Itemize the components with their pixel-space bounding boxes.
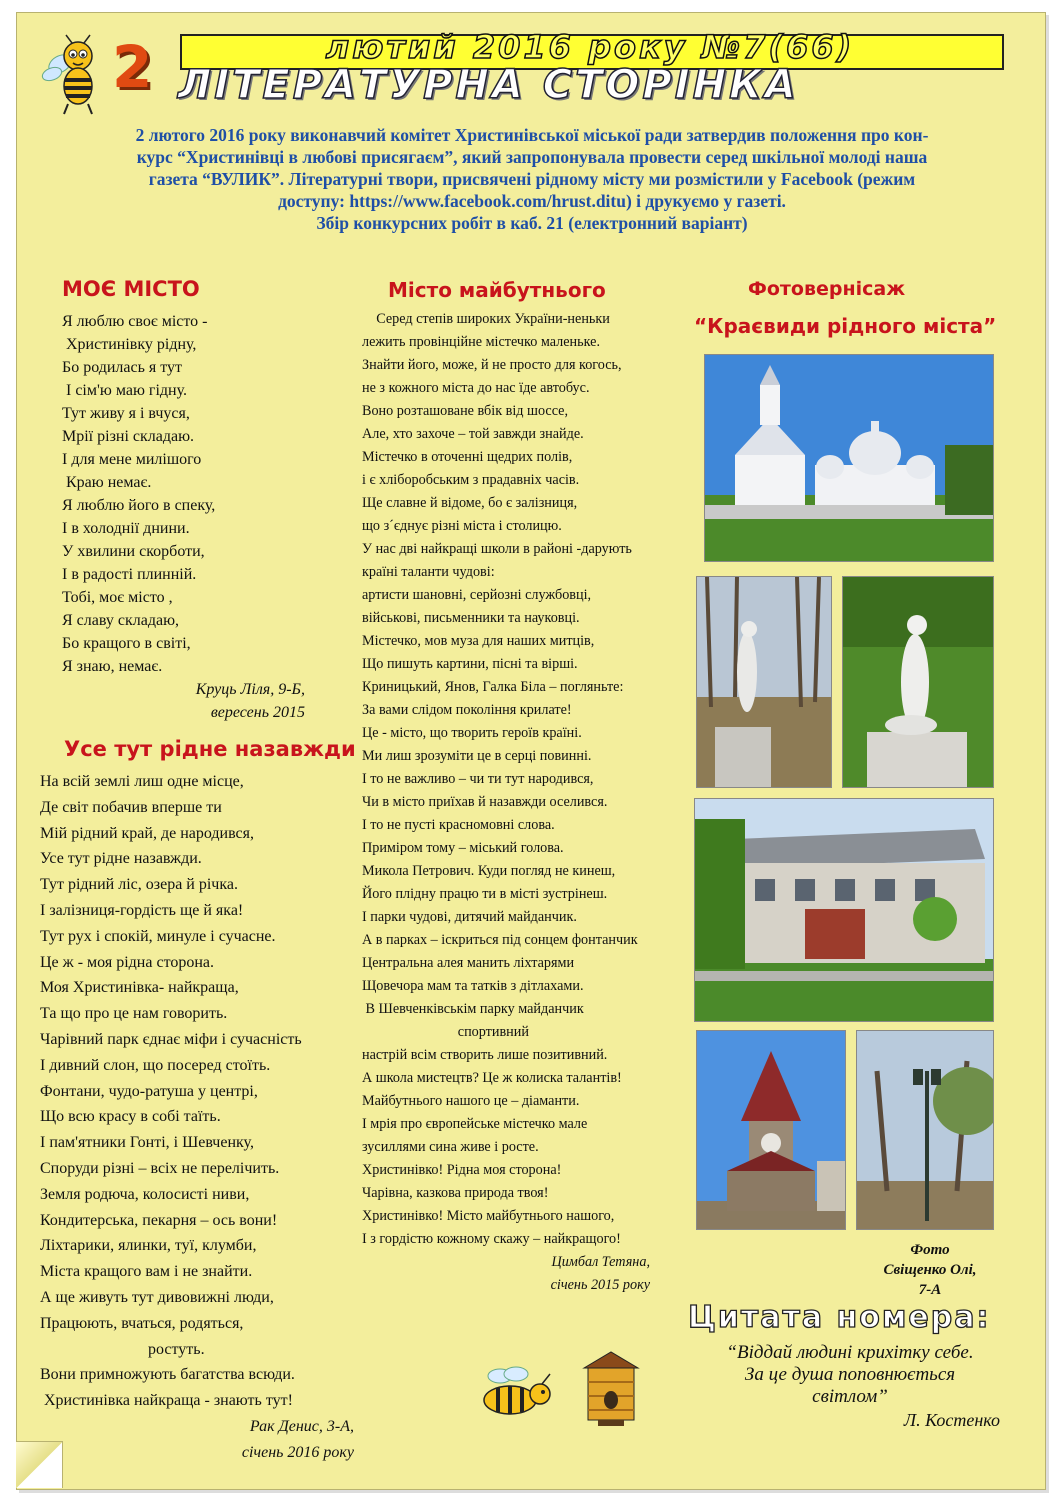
poem-line: І то не пусті красномовні слова.	[362, 817, 555, 833]
poem-line: І то не важливо – чи ти тут народився,	[362, 771, 594, 787]
poem-line: І з гордістю кожному скажу – найкращого!	[362, 1231, 621, 1247]
quote-line: світлом”	[812, 1386, 888, 1407]
poem-line: Містечко в оточенні щедрих полів,	[362, 449, 573, 465]
poem-line: артисти шановні, серйозні службовці,	[362, 587, 592, 603]
bee-mascot-icon	[38, 34, 110, 116]
poem-line: Тут рідний ліс, озера й річка.	[40, 876, 238, 894]
poem-line: А ще живуть тут дивовижні люди,	[40, 1288, 274, 1306]
poem-line: Христинівка найкраща - знають тут!	[40, 1392, 293, 1410]
poem-author: Цимбал Тетяна,	[551, 1254, 650, 1270]
quote-line: “Віддай людині крихітку себе.	[726, 1342, 974, 1363]
intro-text	[82, 124, 982, 234]
church-photo	[704, 354, 994, 562]
poem-line: Що пишуть картини, пісні та вірші.	[362, 656, 578, 672]
poem-line: І пам'ятники Гонті, і Шевченку,	[40, 1134, 254, 1152]
poem-line: Працюють, вчаться, родяться,	[40, 1314, 244, 1332]
poem-line: Щовечора мам та татків з дітлахами.	[362, 978, 584, 994]
poem-line: Я люблю своє місто -	[62, 313, 208, 330]
poem-line: Краю немає.	[62, 474, 152, 491]
poem-line: Це ж - моя рідна сторона.	[40, 953, 215, 971]
poem-date: січень 2016 року	[241, 1443, 354, 1461]
poem-body	[362, 308, 650, 1297]
quote-author: Л. Костенко	[903, 1410, 1000, 1430]
intro-line: газета “ВУЛИК”. Літературні твори, присвячені рідному місту ми розмістили у Facebook (режим	[148, 169, 916, 189]
poem-line: Бо кращого в світі,	[62, 635, 191, 652]
poem-line: не з кожного міста до нас їде автобус.	[362, 380, 590, 396]
beehive-icon	[578, 1350, 644, 1428]
poem-line: Я славу складаю,	[62, 612, 180, 629]
poem-line: військові, письменники та науковці.	[362, 610, 580, 626]
poem-line: І в радості плинній.	[62, 566, 197, 583]
poem-line: Бо родилась я тут	[62, 359, 183, 376]
poem-line: настрій всім створить лише позитивний.	[362, 1047, 608, 1063]
poem-line: Воно розташоване вбік від шоссе,	[362, 403, 569, 419]
poem-line: країні таланти чудові:	[362, 564, 495, 580]
poem-line: Та що про це нам говорить.	[40, 1005, 228, 1023]
poem-line: А школа мистецтв? Це ж колиска талантів!	[362, 1070, 622, 1086]
gallery-subtitle: “Краєвиди рідного міста”	[694, 314, 997, 338]
poem-line: і є хліборобським з прадавніх часів.	[362, 472, 580, 488]
poem-line: На всій землі лиш одне місце,	[40, 773, 244, 790]
poem-line: Ми лиш зрозуміти це в серці повинні.	[362, 748, 592, 764]
poem-line: Криницький, Янов, Галка Біла – погляньте:	[362, 679, 624, 695]
quote-line: За це душа поповнюється	[744, 1364, 956, 1385]
poem-author: Круць Ліля, 9-Б,	[195, 681, 305, 698]
poem-line: спортивний	[362, 1024, 529, 1040]
poem-line: Чи в місто приїхав й назавжди оселився.	[362, 794, 608, 810]
poem-line: А в парках – іскриться під сонцем фонтанчик	[362, 932, 638, 948]
poem-line: Центральна алея манить ліхтарями	[362, 955, 575, 971]
statue-photo-2	[842, 576, 994, 788]
poem-line: Чарівна, казкова природа твоя!	[362, 1185, 549, 1201]
poem-line: Микола Петрович. Куди погляд не кинеш,	[362, 863, 616, 879]
poem-line: Приміром тому – міський голова.	[362, 840, 564, 856]
poem-line: що з´єднує різні міста і столицю.	[362, 518, 562, 534]
poem-line: Тут живу я і вчуся,	[62, 405, 190, 422]
poem-line: І для мене милішого	[62, 451, 202, 468]
poem-date: січень 2015 року	[550, 1277, 650, 1293]
photo-credit-line: Фото	[910, 1242, 950, 1258]
quote-text	[700, 1342, 1000, 1408]
poem-body	[62, 310, 305, 724]
poem-line: Міста кращого вам і не знайти.	[40, 1263, 253, 1281]
intro-line: курс “Христинівці в любові присягаєм”, який запропонувала провести серед шкільної молоді наша	[136, 147, 928, 167]
poem-line: Я знаю, немає.	[62, 658, 163, 675]
poem-line: Ліхтарики, ялинки, туї, клумби,	[40, 1237, 257, 1255]
gallery-title: Фотовернісаж	[748, 278, 906, 300]
poem-line: У нас дві найкращі школи в районі -дарують	[362, 541, 632, 557]
photo-credit-line: Свіщенко Олі,	[883, 1262, 977, 1278]
poem-line: Його плідну працю ти в місті зустрінеш.	[362, 886, 608, 902]
poem-title: МОЄ МІСТО	[62, 277, 200, 301]
poem-title: Місто майбутнього	[388, 278, 606, 302]
poem-line: Христинівко! Рідна моя сторона!	[362, 1162, 562, 1178]
quote-heading: Цитата номера:	[688, 1300, 991, 1335]
poem-line: І сім'ю маю гідну.	[62, 382, 188, 399]
poem-line: Знайти його, може, й не просто для когось,	[362, 357, 622, 373]
school-photo	[694, 798, 994, 1022]
poem-line: Чарівний парк єднає міфи і сучасність	[40, 1030, 302, 1048]
photo-credit-line: 7-А	[918, 1282, 942, 1298]
poem-line: лежить провінційне містечко маленьке.	[362, 334, 600, 350]
photo-credit	[860, 1240, 1000, 1300]
intro-line: Збір конкурсних робіт в каб. 21 (електронний варіант)	[316, 213, 748, 233]
poem-line: Моя Христинівка- найкраща,	[40, 979, 239, 997]
lantern-photo	[856, 1030, 994, 1230]
poem-body	[40, 769, 354, 1466]
poem-line: Тут рух і спокій, минуле і сучасне.	[40, 927, 276, 945]
poem-line: Споруди різні – всіх не перелічить.	[40, 1159, 280, 1177]
section-title: ЛІТЕРАТУРНА СТОРІНКА	[178, 62, 799, 108]
poem-line: Кондитерська, пекарня – ось вони!	[40, 1211, 278, 1229]
poem-line: Фонтани, чудо-ратуша у центрі,	[40, 1082, 258, 1100]
poem-line: зусиллями сина живе і росте.	[362, 1139, 539, 1155]
poem-line: Серед степів широких України-неньки	[362, 311, 610, 327]
poem-line: Христинівку рідну,	[62, 336, 197, 353]
poem-line: Вони примножують багатства всюди.	[40, 1366, 295, 1384]
statue-photo-1	[696, 576, 832, 788]
poem-line: Але, хто захоче – той завжди знайде.	[362, 426, 584, 442]
tower-photo	[696, 1030, 846, 1230]
poem-line: У хвилини скорботи,	[62, 543, 205, 560]
poem-line: Земля родюча, колосисті ниви,	[40, 1185, 250, 1203]
poem-line: Тобі, моє місто ,	[62, 589, 173, 606]
poem-line: І залізниця-гордість ще й яка!	[40, 901, 244, 919]
poem-line: І в холоднії днини.	[62, 520, 190, 537]
page-number: 2	[112, 33, 153, 101]
poem-line: Ще славне й відоме, бо є залізниця,	[362, 495, 578, 511]
poem-line: Що всю красу в собі таїть.	[40, 1108, 221, 1126]
poem-line: Усе тут рідне назавжди.	[40, 850, 202, 868]
poem-line: Це - місто, що творить героїв країні.	[362, 725, 582, 741]
intro-line: 2 лютого 2016 року виконавчий комітет Христинівської міської ради затвердив положення про кон-	[135, 125, 929, 145]
issue-line: лютий 2016 року №7(66)	[325, 28, 855, 66]
poem-line: Мій рідний край, де народився,	[40, 824, 255, 842]
poem-line: В Шевченківськім парку майданчик	[362, 1001, 584, 1017]
poem-line: Містечко, мов муза для наших митців,	[362, 633, 595, 649]
bee-icon	[470, 1362, 556, 1426]
poem-line: За вами слідом покоління крилате!	[362, 702, 572, 718]
poem-line: Де світ побачив вперше ти	[40, 798, 222, 816]
poem-line: І мрія про європейське містечко мале	[362, 1116, 588, 1132]
poem-date: вересень 2015	[210, 704, 305, 721]
intro-line: доступу: https://www.facebook.com/hrust.ditu) і друкуємо у газеті.	[278, 191, 786, 211]
poem-line: Христинівко! Місто майбутнього нашого,	[362, 1208, 615, 1224]
poem-line: І парки чудові, дитячий майданчик.	[362, 909, 577, 925]
poem-author: Рак Денис, 3-А,	[249, 1417, 354, 1435]
poem-line: Мрії різні складаю.	[62, 428, 195, 445]
poem-line: Я люблю його в спеку,	[62, 497, 216, 514]
poem-line: І дивний слон, що посеред стоїть.	[40, 1056, 271, 1074]
poem-line: Майбутнього нашого це – діаманти.	[362, 1093, 580, 1109]
poem-line: ростуть.	[40, 1340, 205, 1358]
poem-title: Усе тут рідне назавжди	[64, 737, 356, 761]
